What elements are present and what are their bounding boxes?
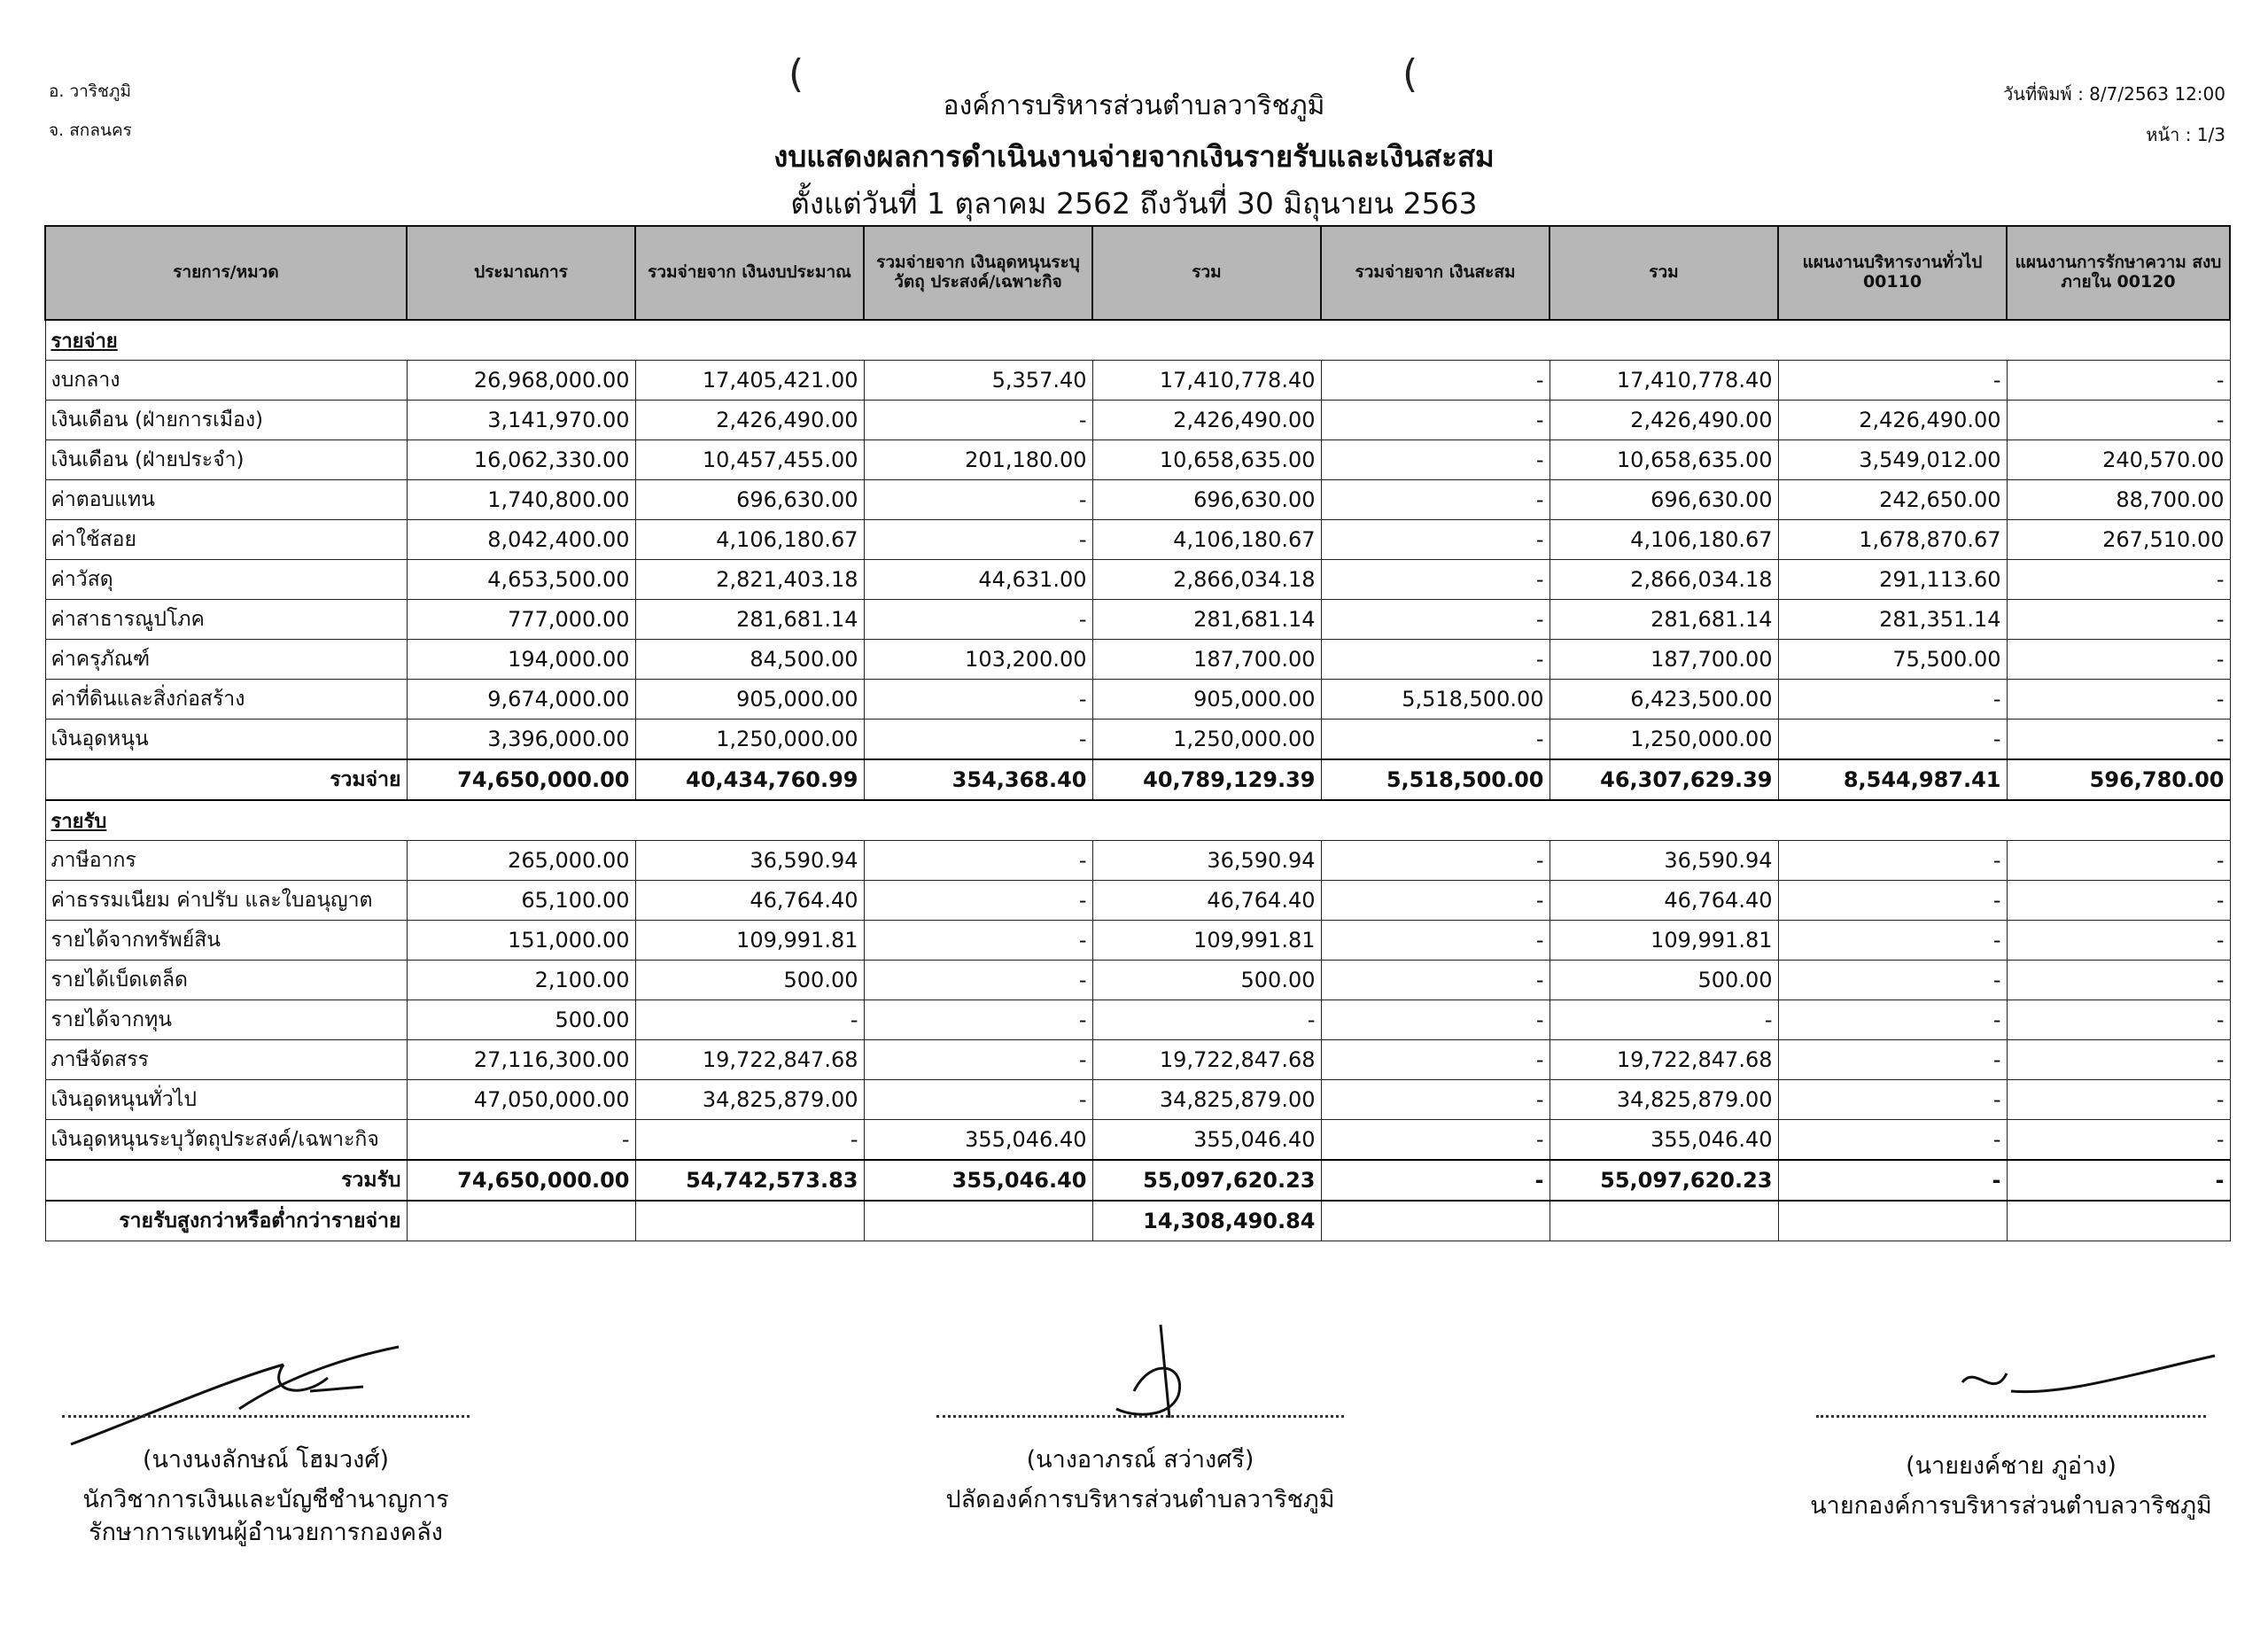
cell-value: 10,658,635.00 — [1092, 440, 1321, 480]
cell-value: 88,700.00 — [2007, 480, 2230, 520]
cell-value: - — [2007, 841, 2230, 881]
signatory-1-title: นักวิชาการเงินและบัญชีชำนาญการ — [82, 1486, 449, 1513]
cell-value: - — [2007, 680, 2230, 719]
cell-value: 4,106,180.67 — [1550, 520, 1778, 560]
cell-value: 34,825,879.00 — [635, 1080, 864, 1120]
cell-value: 17,405,421.00 — [635, 361, 864, 401]
signature-1-image — [62, 1338, 416, 1453]
table-row — [45, 600, 2230, 640]
cell-value: 2,100.00 — [407, 961, 635, 1000]
cell-value — [1321, 1201, 1550, 1241]
cell-value: 3,141,970.00 — [407, 401, 635, 440]
cell-value: 500.00 — [1092, 961, 1321, 1000]
cell-value: 1,678,870.67 — [1778, 520, 2007, 560]
table-row — [45, 401, 2230, 440]
cell-value: 596,780.00 — [2007, 759, 2230, 800]
col-header: แผนงานการรักษาความ สงบภายใน 00120 — [2007, 226, 2230, 320]
cell-value: - — [407, 1120, 635, 1161]
cell-value: - — [1092, 1000, 1321, 1040]
col-header: รวมจ่ายจาก เงินสะสม — [1321, 226, 1550, 320]
cell-value: 36,590.94 — [635, 841, 864, 881]
cell-value: 355,046.40 — [1550, 1120, 1778, 1161]
cell-value — [2007, 1201, 2230, 1241]
cell-value: 19,722,847.68 — [1092, 1040, 1321, 1080]
cell-value: 44,631.00 — [864, 560, 1092, 600]
cell-value: - — [1778, 719, 2007, 760]
cell-value: 905,000.00 — [635, 680, 864, 719]
cell-value: - — [1778, 1160, 2007, 1201]
section-row — [45, 320, 2230, 361]
cell-value: - — [1778, 1000, 2007, 1040]
row-label: เงินเดือน (ฝ่ายการเมือง) — [45, 401, 407, 440]
cell-value: 2,426,490.00 — [1778, 401, 2007, 440]
cell-value: - — [2007, 401, 2230, 440]
signature-1-line — [62, 1415, 470, 1418]
cell-value: - — [2007, 560, 2230, 600]
page-number: หน้า : 1/3 — [2146, 124, 2225, 145]
row-label: ค่าสาธารณูปโภค — [45, 600, 407, 640]
cell-value: - — [1321, 961, 1550, 1000]
cell-value: 10,457,455.00 — [635, 440, 864, 480]
cell-value: 281,351.14 — [1778, 600, 2007, 640]
cell-value: - — [2007, 600, 2230, 640]
cell-value: - — [864, 401, 1092, 440]
signature-3-line — [1816, 1415, 2206, 1418]
cell-value: - — [1321, 921, 1550, 961]
cell-value: - — [864, 881, 1092, 921]
cell-value: - — [1321, 440, 1550, 480]
cell-value: 4,653,500.00 — [407, 560, 635, 600]
org-title: องค์การบริหารส่วนตำบลวาริชภูมิ — [943, 90, 1325, 121]
table-row — [45, 680, 2230, 719]
cell-value: - — [864, 1080, 1092, 1120]
cell-value: 46,764.40 — [635, 881, 864, 921]
cell-value: 46,764.40 — [1092, 881, 1321, 921]
cell-value — [1550, 1201, 1778, 1241]
cell-value: - — [1321, 719, 1550, 760]
province-label: จ. สกลนคร — [49, 121, 132, 140]
cell-value: 5,357.40 — [864, 361, 1092, 401]
surplus-row — [45, 1201, 2230, 1241]
table-row — [45, 1120, 2230, 1161]
row-label: ค่าที่ดินและสิ่งก่อสร้าง — [45, 680, 407, 719]
district-label: อ. วาริชภูมิ — [49, 82, 131, 101]
cell-value: - — [2007, 1040, 2230, 1080]
cell-value: 281,681.14 — [635, 600, 864, 640]
cell-value: 187,700.00 — [1550, 640, 1778, 680]
col-header: รวมจ่ายจาก เงินอุดหนุนระบุวัตถุ ประสงค์/เฉพาะกิจ — [864, 226, 1092, 320]
cell-value: 2,426,490.00 — [635, 401, 864, 440]
cell-value: 55,097,620.23 — [1550, 1160, 1778, 1201]
cell-value: 103,200.00 — [864, 640, 1092, 680]
row-label: ภาษีอากร — [45, 841, 407, 881]
cell-value: 240,570.00 — [2007, 440, 2230, 480]
print-date: วันที่พิมพ์ : 8/7/2563 12:00 — [2003, 83, 2225, 105]
row-label: ค่าวัสดุ — [45, 560, 407, 600]
cell-value: 2,426,490.00 — [1550, 401, 1778, 440]
cell-value: - — [1778, 680, 2007, 719]
cell-value: - — [1321, 841, 1550, 881]
table-row — [45, 361, 2230, 401]
cell-value: - — [2007, 1080, 2230, 1120]
table-row — [45, 440, 2230, 480]
cell-value: 27,116,300.00 — [407, 1040, 635, 1080]
cell-value: 355,046.40 — [864, 1160, 1092, 1201]
table-row — [45, 841, 2230, 881]
row-label: ค่าตอบแทน — [45, 480, 407, 520]
cell-value: - — [1321, 1160, 1550, 1201]
signatory-1-title-2: รักษาการแทนผู้อำนวยการกองคลัง — [89, 1519, 443, 1546]
cell-value: 10,658,635.00 — [1550, 440, 1778, 480]
cell-value: 46,307,629.39 — [1550, 759, 1778, 800]
cell-value: 2,866,034.18 — [1092, 560, 1321, 600]
cell-value: 500.00 — [407, 1000, 635, 1040]
report-period: ตั้งแต่วันที่ 1 ตุลาคม 2562 ถึงวันที่ 30 มิถุนายน 2563 — [790, 186, 1478, 221]
row-label: รายได้จากทุน — [45, 1000, 407, 1040]
signatory-1-name: (นางนงลักษณ์ โฮมวงศ์) — [142, 1446, 390, 1474]
cell-value: 267,510.00 — [2007, 520, 2230, 560]
row-label: รวมจ่าย — [45, 759, 407, 800]
cell-value: 17,410,778.40 — [1092, 361, 1321, 401]
cell-value: 265,000.00 — [407, 841, 635, 881]
table-row — [45, 1040, 2230, 1080]
cell-value: - — [2007, 719, 2230, 760]
col-header: ประมาณการ — [407, 226, 635, 320]
row-label: รายรับสูงกว่าหรือต่ำกว่ารายจ่าย — [45, 1201, 407, 1241]
cell-value — [635, 1201, 864, 1241]
signatory-2-name: (นางอาภรณ์ สว่างศรี) — [1026, 1446, 1254, 1474]
row-label: เงินเดือน (ฝ่ายประจำ) — [45, 440, 407, 480]
cell-value: - — [864, 1000, 1092, 1040]
cell-value: 1,250,000.00 — [1550, 719, 1778, 760]
table-row — [45, 961, 2230, 1000]
cell-value: - — [1778, 881, 2007, 921]
cell-value: 5,518,500.00 — [1321, 680, 1550, 719]
cell-value: 65,100.00 — [407, 881, 635, 921]
cell-value: 242,650.00 — [1778, 480, 2007, 520]
cell-value: - — [1778, 841, 2007, 881]
signatory-2-title: ปลัดองค์การบริหารส่วนตำบลวาริชภูมิ — [945, 1486, 1335, 1513]
row-label: เงินอุดหนุน — [45, 719, 407, 760]
cell-value: 3,396,000.00 — [407, 719, 635, 760]
cell-value: 187,700.00 — [1092, 640, 1321, 680]
cell-value: 4,106,180.67 — [1092, 520, 1321, 560]
section-title: รายรับ — [45, 800, 2230, 841]
cell-value: - — [864, 961, 1092, 1000]
cell-value: 34,825,879.00 — [1550, 1080, 1778, 1120]
cell-value: 1,250,000.00 — [635, 719, 864, 760]
cell-value: - — [1778, 921, 2007, 961]
table-row — [45, 520, 2230, 560]
section-title: รายจ่าย — [45, 320, 2230, 361]
cell-value: 8,042,400.00 — [407, 520, 635, 560]
cell-value: 109,991.81 — [1092, 921, 1321, 961]
table-row — [45, 640, 2230, 680]
row-label: ภาษีจัดสรร — [45, 1040, 407, 1080]
row-label: รายได้จากทรัพย์สิน — [45, 921, 407, 961]
cell-value: 201,180.00 — [864, 440, 1092, 480]
cell-value: 777,000.00 — [407, 600, 635, 640]
cell-value: - — [1321, 560, 1550, 600]
cell-value: - — [2007, 361, 2230, 401]
row-label: เงินอุดหนุนระบุวัตถุประสงค์/เฉพาะกิจ — [45, 1120, 407, 1161]
total-row — [45, 1160, 2230, 1201]
row-label: งบกลาง — [45, 361, 407, 401]
signatory-3-title: นายกองค์การบริหารส่วนตำบลวาริชภูมิ — [1810, 1492, 2212, 1520]
cell-value: - — [1321, 600, 1550, 640]
cell-value: 281,681.14 — [1550, 600, 1778, 640]
cell-value: - — [2007, 881, 2230, 921]
cell-value: 16,062,330.00 — [407, 440, 635, 480]
cell-value: - — [1778, 1040, 2007, 1080]
table-row — [45, 560, 2230, 600]
cell-value: 40,434,760.99 — [635, 759, 864, 800]
cell-value: 291,113.60 — [1778, 560, 2007, 600]
table-row — [45, 480, 2230, 520]
cell-value: 109,991.81 — [1550, 921, 1778, 961]
cell-value: - — [2007, 1120, 2230, 1161]
cell-value: 3,549,012.00 — [1778, 440, 2007, 480]
report-title: งบแสดงผลการดำเนินงานจ่ายจากเงินรายรับและเงินสะสม — [773, 139, 1495, 174]
cell-value: - — [2007, 921, 2230, 961]
cell-value — [864, 1201, 1092, 1241]
cell-value: 36,590.94 — [1550, 841, 1778, 881]
cell-value: - — [1321, 480, 1550, 520]
signatory-3-name: (นายยงค์ชาย ภูอ่าง) — [1906, 1452, 2117, 1480]
cell-value: 36,590.94 — [1092, 841, 1321, 881]
cell-value: - — [1778, 961, 2007, 1000]
cell-value: 34,825,879.00 — [1092, 1080, 1321, 1120]
table-row — [45, 921, 2230, 961]
cell-value: 2,821,403.18 — [635, 560, 864, 600]
cell-value: - — [1321, 401, 1550, 440]
scan-mark-left: ( — [788, 51, 804, 97]
signature-3-image — [1958, 1347, 2224, 1418]
cell-value: - — [1778, 361, 2007, 401]
cell-value: - — [864, 680, 1092, 719]
cell-value: 151,000.00 — [407, 921, 635, 961]
cell-value: - — [1321, 1080, 1550, 1120]
cell-value: - — [864, 1040, 1092, 1080]
row-label: รวมรับ — [45, 1160, 407, 1201]
cell-value: 109,991.81 — [635, 921, 864, 961]
cell-value: 19,722,847.68 — [1550, 1040, 1778, 1080]
cell-value: - — [1321, 881, 1550, 921]
cell-value: - — [864, 921, 1092, 961]
cell-value: 905,000.00 — [1092, 680, 1321, 719]
signature-2-line — [936, 1415, 1344, 1418]
cell-value: 19,722,847.68 — [635, 1040, 864, 1080]
cell-value: 1,250,000.00 — [1092, 719, 1321, 760]
cell-value: 40,789,129.39 — [1092, 759, 1321, 800]
signature-2-image — [1081, 1320, 1258, 1435]
cell-value: - — [1321, 520, 1550, 560]
total-row — [45, 759, 2230, 800]
cell-value: - — [1550, 1000, 1778, 1040]
row-label: เงินอุดหนุนทั่วไป — [45, 1080, 407, 1120]
row-label: รายได้เบ็ดเตล็ด — [45, 961, 407, 1000]
col-header: แผนงานบริหารงานทั่วไป 00110 — [1778, 226, 2007, 320]
cell-value: - — [1321, 640, 1550, 680]
cell-value: - — [2007, 1000, 2230, 1040]
cell-value: 8,544,987.41 — [1778, 759, 2007, 800]
cell-value: - — [864, 480, 1092, 520]
cell-value: 26,968,000.00 — [407, 361, 635, 401]
cell-value: 696,630.00 — [1092, 480, 1321, 520]
report-table — [44, 225, 2231, 1241]
cell-value — [1778, 1201, 2007, 1241]
cell-value: 47,050,000.00 — [407, 1080, 635, 1120]
col-header: รวมจ่ายจาก เงินงบประมาณ — [635, 226, 864, 320]
table-row — [45, 1080, 2230, 1120]
cell-value: - — [864, 841, 1092, 881]
cell-value: - — [864, 719, 1092, 760]
cell-value: 1,740,800.00 — [407, 480, 635, 520]
cell-value: 4,106,180.67 — [635, 520, 864, 560]
cell-value — [407, 1201, 635, 1241]
cell-value: - — [864, 600, 1092, 640]
section-row — [45, 800, 2230, 841]
row-label: ค่าใช้สอย — [45, 520, 407, 560]
cell-value: - — [635, 1120, 864, 1161]
cell-value: 9,674,000.00 — [407, 680, 635, 719]
cell-value: 696,630.00 — [635, 480, 864, 520]
cell-value: 74,650,000.00 — [407, 759, 635, 800]
cell-value: - — [2007, 640, 2230, 680]
cell-value: 84,500.00 — [635, 640, 864, 680]
table-header-row — [45, 226, 2230, 320]
cell-value: 54,742,573.83 — [635, 1160, 864, 1201]
cell-value: - — [864, 520, 1092, 560]
cell-value: 6,423,500.00 — [1550, 680, 1778, 719]
cell-value: - — [1321, 361, 1550, 401]
cell-value: 500.00 — [635, 961, 864, 1000]
row-label: ค่าธรรมเนียม ค่าปรับ และใบอนุญาต — [45, 881, 407, 921]
cell-value: 355,046.40 — [864, 1120, 1092, 1161]
cell-value: 281,681.14 — [1092, 600, 1321, 640]
cell-value: 46,764.40 — [1550, 881, 1778, 921]
col-header: รวม — [1550, 226, 1778, 320]
cell-value: 14,308,490.84 — [1092, 1201, 1321, 1241]
cell-value: - — [1778, 1080, 2007, 1120]
row-label: ค่าครุภัณฑ์ — [45, 640, 407, 680]
cell-value: - — [1778, 1120, 2007, 1161]
cell-value: 74,650,000.00 — [407, 1160, 635, 1201]
cell-value: - — [2007, 1160, 2230, 1201]
cell-value: 5,518,500.00 — [1321, 759, 1550, 800]
cell-value: 354,368.40 — [864, 759, 1092, 800]
cell-value: - — [1321, 1040, 1550, 1080]
scan-mark-right: ( — [1402, 51, 1418, 97]
table-row — [45, 881, 2230, 921]
cell-value: - — [2007, 961, 2230, 1000]
cell-value: 2,426,490.00 — [1092, 401, 1321, 440]
col-header: รวม — [1092, 226, 1321, 320]
col-header: รายการ/หมวด — [45, 226, 407, 320]
cell-value: - — [635, 1000, 864, 1040]
cell-value: 194,000.00 — [407, 640, 635, 680]
cell-value: 17,410,778.40 — [1550, 361, 1778, 401]
cell-value: 75,500.00 — [1778, 640, 2007, 680]
cell-value: 55,097,620.23 — [1092, 1160, 1321, 1201]
cell-value: 355,046.40 — [1092, 1120, 1321, 1161]
table-row — [45, 1000, 2230, 1040]
cell-value: - — [1321, 1120, 1550, 1161]
cell-value: 696,630.00 — [1550, 480, 1778, 520]
cell-value: 2,866,034.18 — [1550, 560, 1778, 600]
cell-value: - — [1321, 1000, 1550, 1040]
cell-value: 500.00 — [1550, 961, 1778, 1000]
table-row — [45, 719, 2230, 760]
